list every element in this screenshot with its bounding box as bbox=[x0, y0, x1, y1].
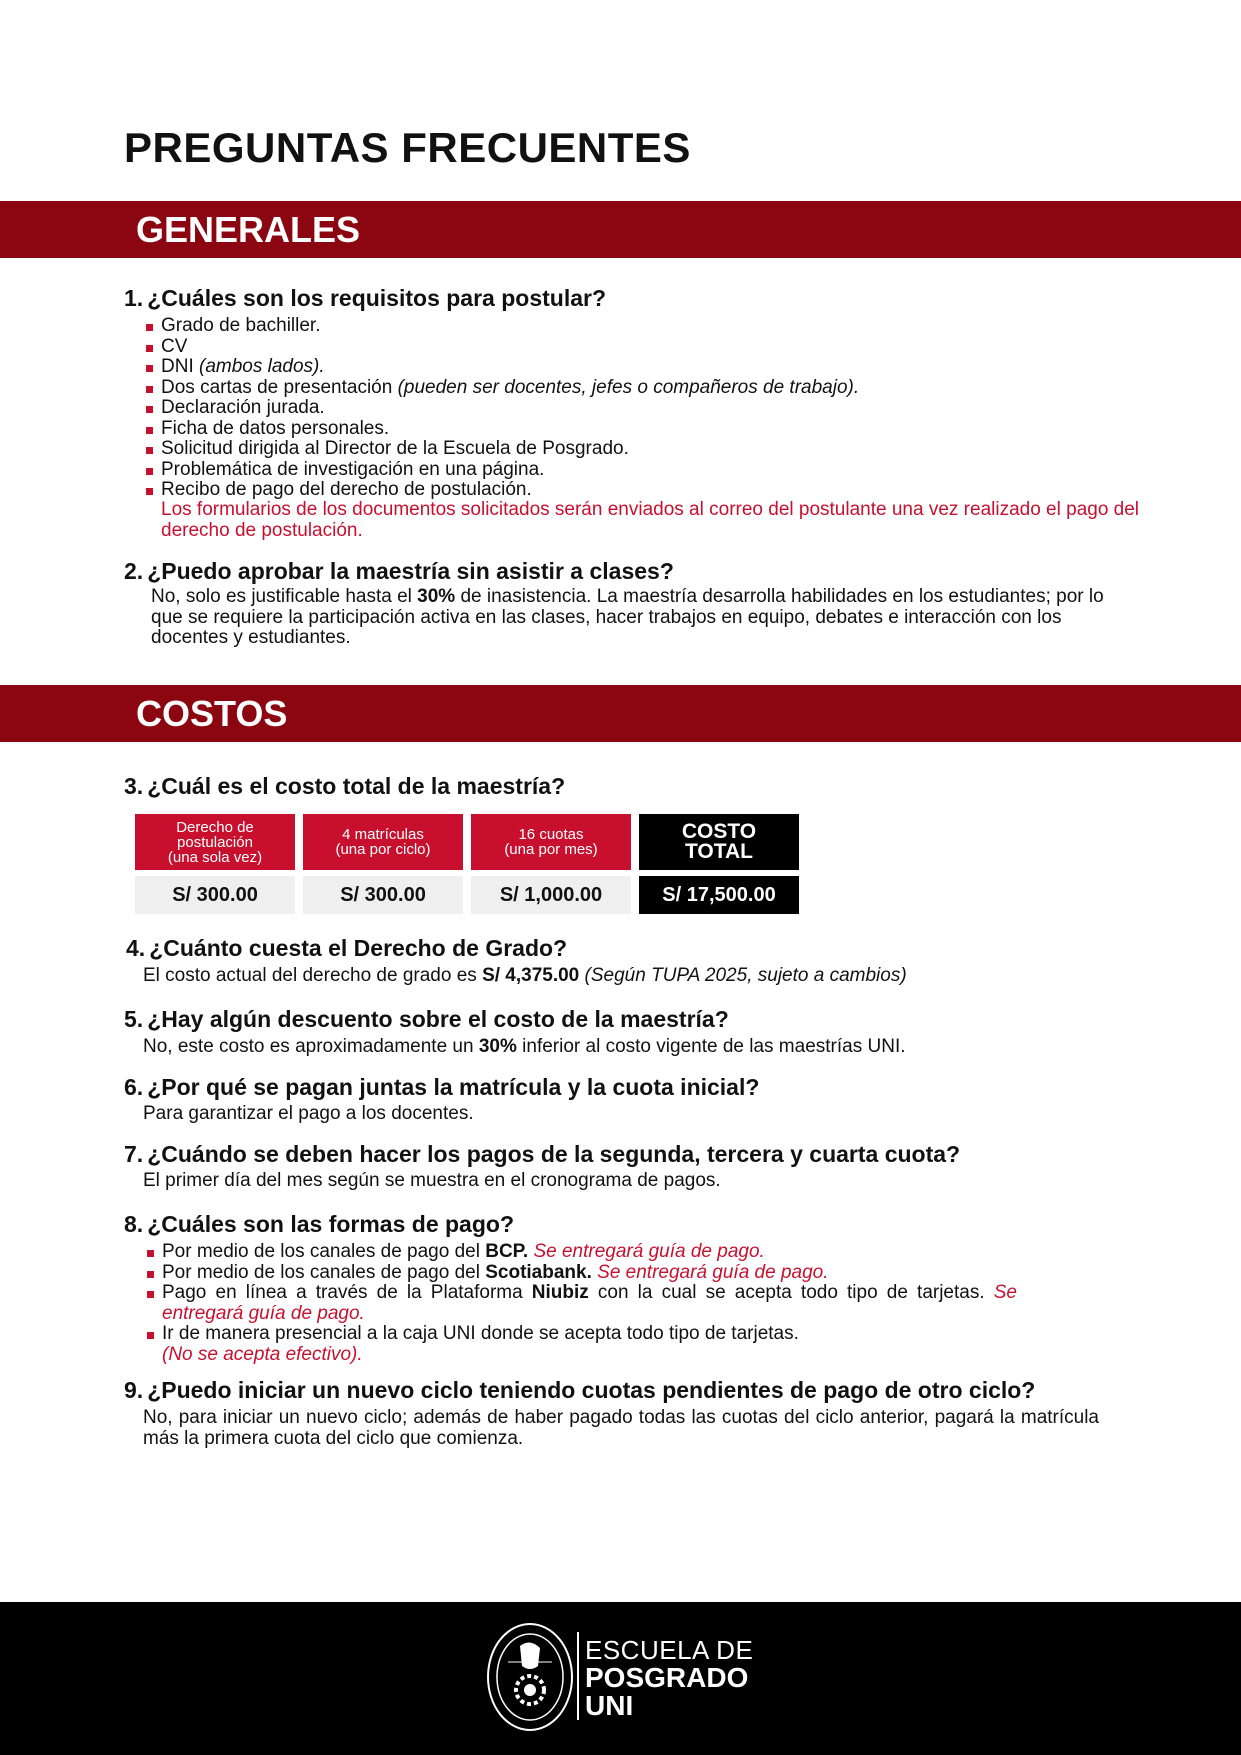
footer-divider bbox=[577, 1632, 579, 1720]
cost-column-matriculas bbox=[303, 814, 463, 914]
payment-methods-list bbox=[147, 1242, 1017, 1365]
brand-line-2: POSGRADO bbox=[585, 1662, 749, 1693]
footer-brand bbox=[585, 1636, 753, 1720]
brand-line-1: ESCUELA DE bbox=[585, 1635, 754, 1665]
question-7: 7. ¿Cuándo se deben hacer los pagos de la segunda, tercera y cuarta cuota? bbox=[124, 1141, 961, 1167]
list-item: Ir de manera presencial a la caja UNI donde se acepta todo tipo de tarjetas. (No se acepta efectivo). bbox=[147, 1324, 1017, 1365]
cost-column-cuotas bbox=[471, 814, 631, 914]
list-item: Solicitud dirigida al Director de la Escuela de Posgrado. bbox=[146, 439, 1126, 460]
cost-header: 4 matrículas (una por ciclo) bbox=[303, 814, 463, 870]
list-item: Por medio de los canales de pago del Scotiabank. Se entregará guía de pago. bbox=[147, 1263, 1017, 1284]
cost-column-total bbox=[639, 814, 799, 914]
answer-5: No, este costo es aproximadamente un 30% inferior al costo vigente de las maestrías UNI. bbox=[143, 1036, 906, 1057]
question-6: 6. ¿Por qué se pagan juntas la matrícula y la cuota inicial? bbox=[124, 1074, 760, 1100]
question-8: 8. ¿Cuáles son las formas de pago? bbox=[124, 1211, 514, 1237]
question-1 bbox=[124, 283, 606, 313]
list-item: Problemática de investigación en una página. bbox=[146, 460, 1126, 481]
requirements-note: Los formularios de los documentos solicitados serán enviados al correo del postulante una vez realizado el pago del derecho de postulación. bbox=[161, 499, 1140, 541]
list-item: Declaración jurada. bbox=[146, 398, 1126, 419]
requirements-list bbox=[146, 316, 1126, 501]
university-seal-icon bbox=[486, 1622, 574, 1732]
cost-column-postulacion bbox=[135, 814, 295, 914]
section-header-generales: GENERALES bbox=[0, 201, 1241, 258]
answer-4: El costo actual del derecho de grado es S/ 4,375.00 (Según TUPA 2025, sujeto a cambios) bbox=[143, 965, 907, 986]
cost-header: Derecho de postulación (una sola vez) bbox=[135, 814, 295, 870]
list-item: CV bbox=[146, 337, 1126, 358]
list-item: Dos cartas de presentación (pueden ser docentes, jefes o compañeros de trabajo). bbox=[146, 378, 1126, 399]
cost-header: 16 cuotas (una por mes) bbox=[471, 814, 631, 870]
cost-total-value: S/ 17,500.00 bbox=[639, 876, 799, 914]
question-number: 1. bbox=[124, 285, 144, 311]
list-item: DNI (ambos lados). bbox=[146, 357, 1126, 378]
question-9: 9. ¿Puedo iniciar un nuevo ciclo teniendo cuotas pendientes de pago de otro ciclo? bbox=[124, 1377, 1036, 1403]
cost-value: S/ 300.00 bbox=[303, 876, 463, 914]
answer-2: No, solo es justificable hasta el 30% de inasistencia. La maestría desarrolla habilidades en los estudiantes; por lo que se requiere la participación activa en las clases, hacer trabajos en equipo, debates e interacción con los docentes y estudiantes. bbox=[151, 586, 1104, 648]
cost-value: S/ 1,000.00 bbox=[471, 876, 631, 914]
page-title: PREGUNTAS FRECUENTES bbox=[124, 124, 691, 171]
brand-line-3: UNI bbox=[585, 1690, 634, 1721]
answer-7: El primer día del mes según se muestra en el cronograma de pagos. bbox=[143, 1170, 721, 1191]
list-item: Recibo de pago del derecho de postulación. bbox=[146, 480, 1126, 501]
cost-value: S/ 300.00 bbox=[135, 876, 295, 914]
question-3: 3. ¿Cuál es el costo total de la maestría? bbox=[124, 773, 566, 799]
list-item: Pago en línea a través de la Plataforma Niubiz con la cual se acepta todo tipo de tarjetas. Se entregará guía de pago. bbox=[147, 1283, 1017, 1324]
footer bbox=[0, 1602, 1241, 1755]
question-5: 5. ¿Hay algún descuento sobre el costo de la maestría? bbox=[124, 1006, 729, 1032]
list-item: Por medio de los canales de pago del BCP. Se entregará guía de pago. bbox=[147, 1242, 1017, 1263]
question-4: 4. ¿Cuánto cuesta el Derecho de Grado? bbox=[126, 935, 568, 961]
list-item: Ficha de datos personales. bbox=[146, 419, 1126, 440]
answer-9: No, para iniciar un nuevo ciclo; además de haber pagado todas las cuotas del ciclo anterior, pagará la matrícula más la primera cuota del ciclo que comienza. bbox=[143, 1407, 1099, 1449]
answer-6: Para garantizar el pago a los docentes. bbox=[143, 1103, 474, 1124]
section-header-costos: COSTOS bbox=[0, 685, 1241, 742]
cost-total-header: COSTO TOTAL bbox=[639, 814, 799, 870]
question-text: ¿Cuáles son los requisitos para postular? bbox=[147, 285, 607, 311]
list-item: Grado de bachiller. bbox=[146, 316, 1126, 337]
question-2: 2. ¿Puedo aprobar la maestría sin asistir a clases? bbox=[124, 558, 674, 584]
